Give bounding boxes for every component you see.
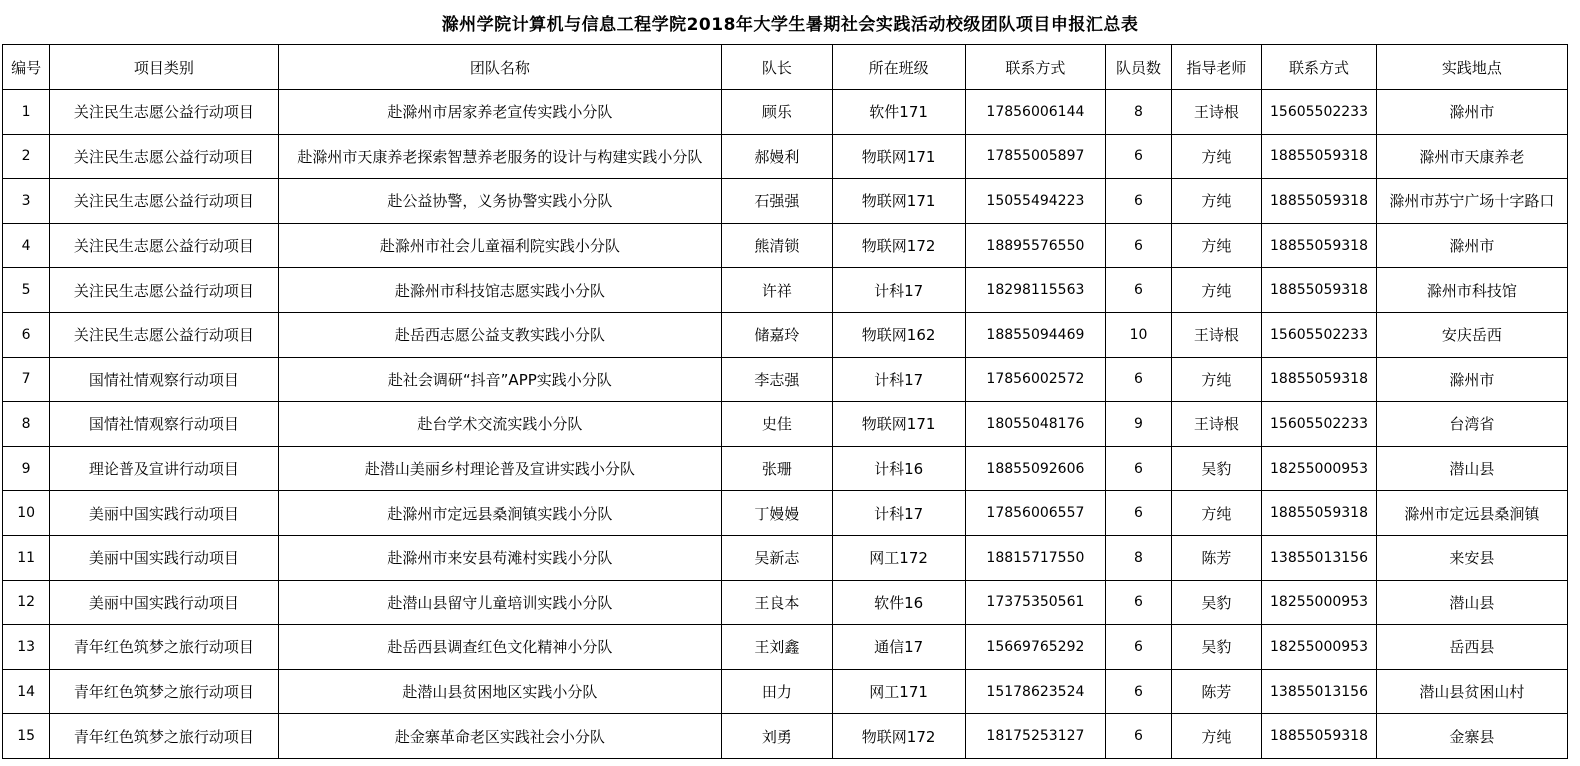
table-row	[3, 134, 1568, 179]
advisor-cell: 方纯	[1171, 714, 1262, 759]
team-name-cell: 赴滁州市居家养老宣传实践小分队	[278, 90, 722, 135]
class-cell: 物联网171	[832, 134, 965, 179]
category-cell: 关注民生志愿公益行动项目	[50, 90, 278, 135]
team-name-cell: 赴岳西县调查红色文化精神小分队	[278, 625, 722, 670]
team-name-cell: 赴公益协警，义务协警实践小分队	[278, 179, 722, 224]
location-cell: 滁州市科技馆	[1376, 268, 1567, 313]
captain-cell: 史佳	[722, 402, 833, 447]
advisor-contact-cell: 18855059318	[1262, 714, 1377, 759]
class-cell: 通信17	[832, 625, 965, 670]
table-row	[3, 535, 1568, 580]
captain-cell: 田力	[722, 669, 833, 714]
captain-cell: 丁嫚嫚	[722, 491, 833, 536]
member-count-cell: 6	[1106, 625, 1171, 670]
advisor-contact-cell: 13855013156	[1262, 535, 1377, 580]
contact-cell: 18175253127	[965, 714, 1106, 759]
location-cell: 岳西县	[1376, 625, 1567, 670]
captain-cell: 熊清锁	[722, 223, 833, 268]
id-cell: 8	[3, 402, 50, 447]
advisor-cell: 方纯	[1171, 491, 1262, 536]
category-cell: 美丽中国实践行动项目	[50, 580, 278, 625]
member-count-cell: 6	[1106, 669, 1171, 714]
advisor-contact-cell: 15605502233	[1262, 90, 1377, 135]
captain-cell: 张珊	[722, 446, 833, 491]
advisor-contact-cell: 13855013156	[1262, 669, 1377, 714]
category-cell: 关注民生志愿公益行动项目	[50, 268, 278, 313]
id-cell: 13	[3, 625, 50, 670]
table-row	[3, 669, 1568, 714]
category-cell: 青年红色筑梦之旅行动项目	[50, 625, 278, 670]
location-cell: 来安县	[1376, 535, 1567, 580]
team-name-cell: 赴岳西志愿公益支教实践小分队	[278, 312, 722, 357]
location-cell: 滁州市天康养老	[1376, 134, 1567, 179]
table-row	[3, 625, 1568, 670]
header-cell-team-name: 团队名称	[278, 45, 722, 90]
team-name-cell: 赴潜山县贫困地区实践小分队	[278, 669, 722, 714]
team-name-cell: 赴滁州市来安县苟滩村实践小分队	[278, 535, 722, 580]
advisor-contact-cell: 15605502233	[1262, 312, 1377, 357]
location-cell: 滁州市苏宁广场十字路口	[1376, 179, 1567, 224]
header-cell-contact: 联系方式	[965, 45, 1106, 90]
category-cell: 国情社情观察行动项目	[50, 357, 278, 402]
location-cell: 台湾省	[1376, 402, 1567, 447]
class-cell: 网工171	[832, 669, 965, 714]
advisor-cell: 王诗根	[1171, 90, 1262, 135]
location-cell: 潜山县贫困山村	[1376, 669, 1567, 714]
advisor-cell: 陈芳	[1171, 669, 1262, 714]
advisor-contact-cell: 18855059318	[1262, 491, 1377, 536]
location-cell: 滁州市	[1376, 357, 1567, 402]
member-count-cell: 6	[1106, 491, 1171, 536]
team-name-cell: 赴滁州市科技馆志愿实践小分队	[278, 268, 722, 313]
category-cell: 关注民生志愿公益行动项目	[50, 312, 278, 357]
member-count-cell: 10	[1106, 312, 1171, 357]
class-cell: 计科16	[832, 446, 965, 491]
contact-cell: 15669765292	[965, 625, 1106, 670]
category-cell: 关注民生志愿公益行动项目	[50, 134, 278, 179]
contact-cell: 17856006144	[965, 90, 1106, 135]
advisor-cell: 陈芳	[1171, 535, 1262, 580]
advisor-cell: 方纯	[1171, 268, 1262, 313]
category-cell: 青年红色筑梦之旅行动项目	[50, 714, 278, 759]
category-cell: 青年红色筑梦之旅行动项目	[50, 669, 278, 714]
id-cell: 3	[3, 179, 50, 224]
contact-cell: 17375350561	[965, 580, 1106, 625]
team-name-cell: 赴滁州市天康养老探索智慧养老服务的设计与构建实践小分队	[278, 134, 722, 179]
category-cell: 美丽中国实践行动项目	[50, 535, 278, 580]
id-cell: 2	[3, 134, 50, 179]
team-name-cell: 赴潜山美丽乡村理论普及宣讲实践小分队	[278, 446, 722, 491]
captain-cell: 许祥	[722, 268, 833, 313]
id-cell: 4	[3, 223, 50, 268]
location-cell: 金寨县	[1376, 714, 1567, 759]
advisor-cell: 吴豹	[1171, 580, 1262, 625]
class-cell: 网工172	[832, 535, 965, 580]
header-cell-id: 编号	[3, 45, 50, 90]
table-row	[3, 446, 1568, 491]
id-cell: 15	[3, 714, 50, 759]
location-cell: 滁州市	[1376, 90, 1567, 135]
member-count-cell: 6	[1106, 223, 1171, 268]
advisor-contact-cell: 18255000953	[1262, 580, 1377, 625]
team-name-cell: 赴社会调研“抖音”APP实践小分队	[278, 357, 722, 402]
id-cell: 5	[3, 268, 50, 313]
captain-cell: 吴新志	[722, 535, 833, 580]
category-cell: 理论普及宣讲行动项目	[50, 446, 278, 491]
location-cell: 潜山县	[1376, 580, 1567, 625]
header-cell-member-count: 队员数	[1106, 45, 1171, 90]
team-name-cell: 赴金寨革命老区实践社会小分队	[278, 714, 722, 759]
location-cell: 滁州市	[1376, 223, 1567, 268]
id-cell: 10	[3, 491, 50, 536]
table-row	[3, 714, 1568, 759]
table-row	[3, 402, 1568, 447]
header-cell-class: 所在班级	[832, 45, 965, 90]
category-cell: 关注民生志愿公益行动项目	[50, 223, 278, 268]
member-count-cell: 6	[1106, 134, 1171, 179]
location-cell: 安庆岳西	[1376, 312, 1567, 357]
team-name-cell: 赴潜山县留守儿童培训实践小分队	[278, 580, 722, 625]
contact-cell: 18815717550	[965, 535, 1106, 580]
contact-cell: 18298115563	[965, 268, 1106, 313]
advisor-contact-cell: 18255000953	[1262, 446, 1377, 491]
summary-table	[2, 44, 1568, 759]
id-cell: 1	[3, 90, 50, 135]
table-title: 滁州学院计算机与信息工程学院2018年大学生暑期社会实践活动校级团队项目申报汇总表	[441, 14, 1139, 35]
contact-cell: 15055494223	[965, 179, 1106, 224]
member-count-cell: 6	[1106, 580, 1171, 625]
contact-cell: 17855005897	[965, 134, 1106, 179]
contact-cell: 15178623524	[965, 669, 1106, 714]
table-row	[3, 223, 1568, 268]
header-cell-category: 项目类别	[50, 45, 278, 90]
table-row	[3, 357, 1568, 402]
category-cell: 国情社情观察行动项目	[50, 402, 278, 447]
class-cell: 计科17	[832, 357, 965, 402]
id-cell: 9	[3, 446, 50, 491]
id-cell: 6	[3, 312, 50, 357]
class-cell: 物联网172	[832, 714, 965, 759]
id-cell: 7	[3, 357, 50, 402]
contact-cell: 18055048176	[965, 402, 1106, 447]
class-cell: 物联网171	[832, 402, 965, 447]
advisor-cell: 方纯	[1171, 357, 1262, 402]
class-cell: 软件16	[832, 580, 965, 625]
contact-cell: 18895576550	[965, 223, 1106, 268]
table-row	[3, 268, 1568, 313]
member-count-cell: 8	[1106, 90, 1171, 135]
advisor-contact-cell: 18855059318	[1262, 268, 1377, 313]
advisor-contact-cell: 18255000953	[1262, 625, 1377, 670]
advisor-contact-cell: 18855059318	[1262, 357, 1377, 402]
location-cell: 潜山县	[1376, 446, 1567, 491]
captain-cell: 储嘉玲	[722, 312, 833, 357]
contact-cell: 18855094469	[965, 312, 1106, 357]
table-row	[3, 179, 1568, 224]
member-count-cell: 6	[1106, 179, 1171, 224]
advisor-cell: 方纯	[1171, 223, 1262, 268]
advisor-cell: 王诗根	[1171, 312, 1262, 357]
captain-cell: 李志强	[722, 357, 833, 402]
team-name-cell: 赴滁州市定远县桑涧镇实践小分队	[278, 491, 722, 536]
location-cell: 滁州市定远县桑涧镇	[1376, 491, 1567, 536]
member-count-cell: 6	[1106, 446, 1171, 491]
class-cell: 物联网162	[832, 312, 965, 357]
member-count-cell: 8	[1106, 535, 1171, 580]
advisor-cell: 王诗根	[1171, 402, 1262, 447]
id-cell: 12	[3, 580, 50, 625]
advisor-contact-cell: 18855059318	[1262, 179, 1377, 224]
class-cell: 计科17	[832, 491, 965, 536]
header-cell-captain: 队长	[722, 45, 833, 90]
header-row	[3, 45, 1568, 90]
table-row	[3, 312, 1568, 357]
team-name-cell: 赴滁州市社会儿童福利院实践小分队	[278, 223, 722, 268]
table-body	[3, 90, 1568, 759]
contact-cell: 17856006557	[965, 491, 1106, 536]
advisor-cell: 吴豹	[1171, 446, 1262, 491]
member-count-cell: 9	[1106, 402, 1171, 447]
contact-cell: 18855092606	[965, 446, 1106, 491]
team-name-cell: 赴台学术交流实践小分队	[278, 402, 722, 447]
table-row	[3, 580, 1568, 625]
captain-cell: 王良本	[722, 580, 833, 625]
class-cell: 计科17	[832, 268, 965, 313]
contact-cell: 17856002572	[965, 357, 1106, 402]
captain-cell: 郝嫚利	[722, 134, 833, 179]
captain-cell: 石强强	[722, 179, 833, 224]
advisor-cell: 方纯	[1171, 134, 1262, 179]
header-cell-advisor-contact: 联系方式	[1262, 45, 1377, 90]
id-cell: 11	[3, 535, 50, 580]
advisor-cell: 方纯	[1171, 179, 1262, 224]
category-cell: 美丽中国实践行动项目	[50, 491, 278, 536]
advisor-contact-cell: 15605502233	[1262, 402, 1377, 447]
id-cell: 14	[3, 669, 50, 714]
captain-cell: 王刘鑫	[722, 625, 833, 670]
class-cell: 物联网172	[832, 223, 965, 268]
class-cell: 软件171	[832, 90, 965, 135]
captain-cell: 刘勇	[722, 714, 833, 759]
advisor-contact-cell: 18855059318	[1262, 223, 1377, 268]
advisor-cell: 吴豹	[1171, 625, 1262, 670]
header-cell-location: 实践地点	[1376, 45, 1567, 90]
advisor-contact-cell: 18855059318	[1262, 134, 1377, 179]
member-count-cell: 6	[1106, 357, 1171, 402]
member-count-cell: 6	[1106, 714, 1171, 759]
category-cell: 关注民生志愿公益行动项目	[50, 179, 278, 224]
table-row	[3, 90, 1568, 135]
header-cell-advisor: 指导老师	[1171, 45, 1262, 90]
table-row	[3, 491, 1568, 536]
captain-cell: 顾乐	[722, 90, 833, 135]
class-cell: 物联网171	[832, 179, 965, 224]
member-count-cell: 6	[1106, 268, 1171, 313]
